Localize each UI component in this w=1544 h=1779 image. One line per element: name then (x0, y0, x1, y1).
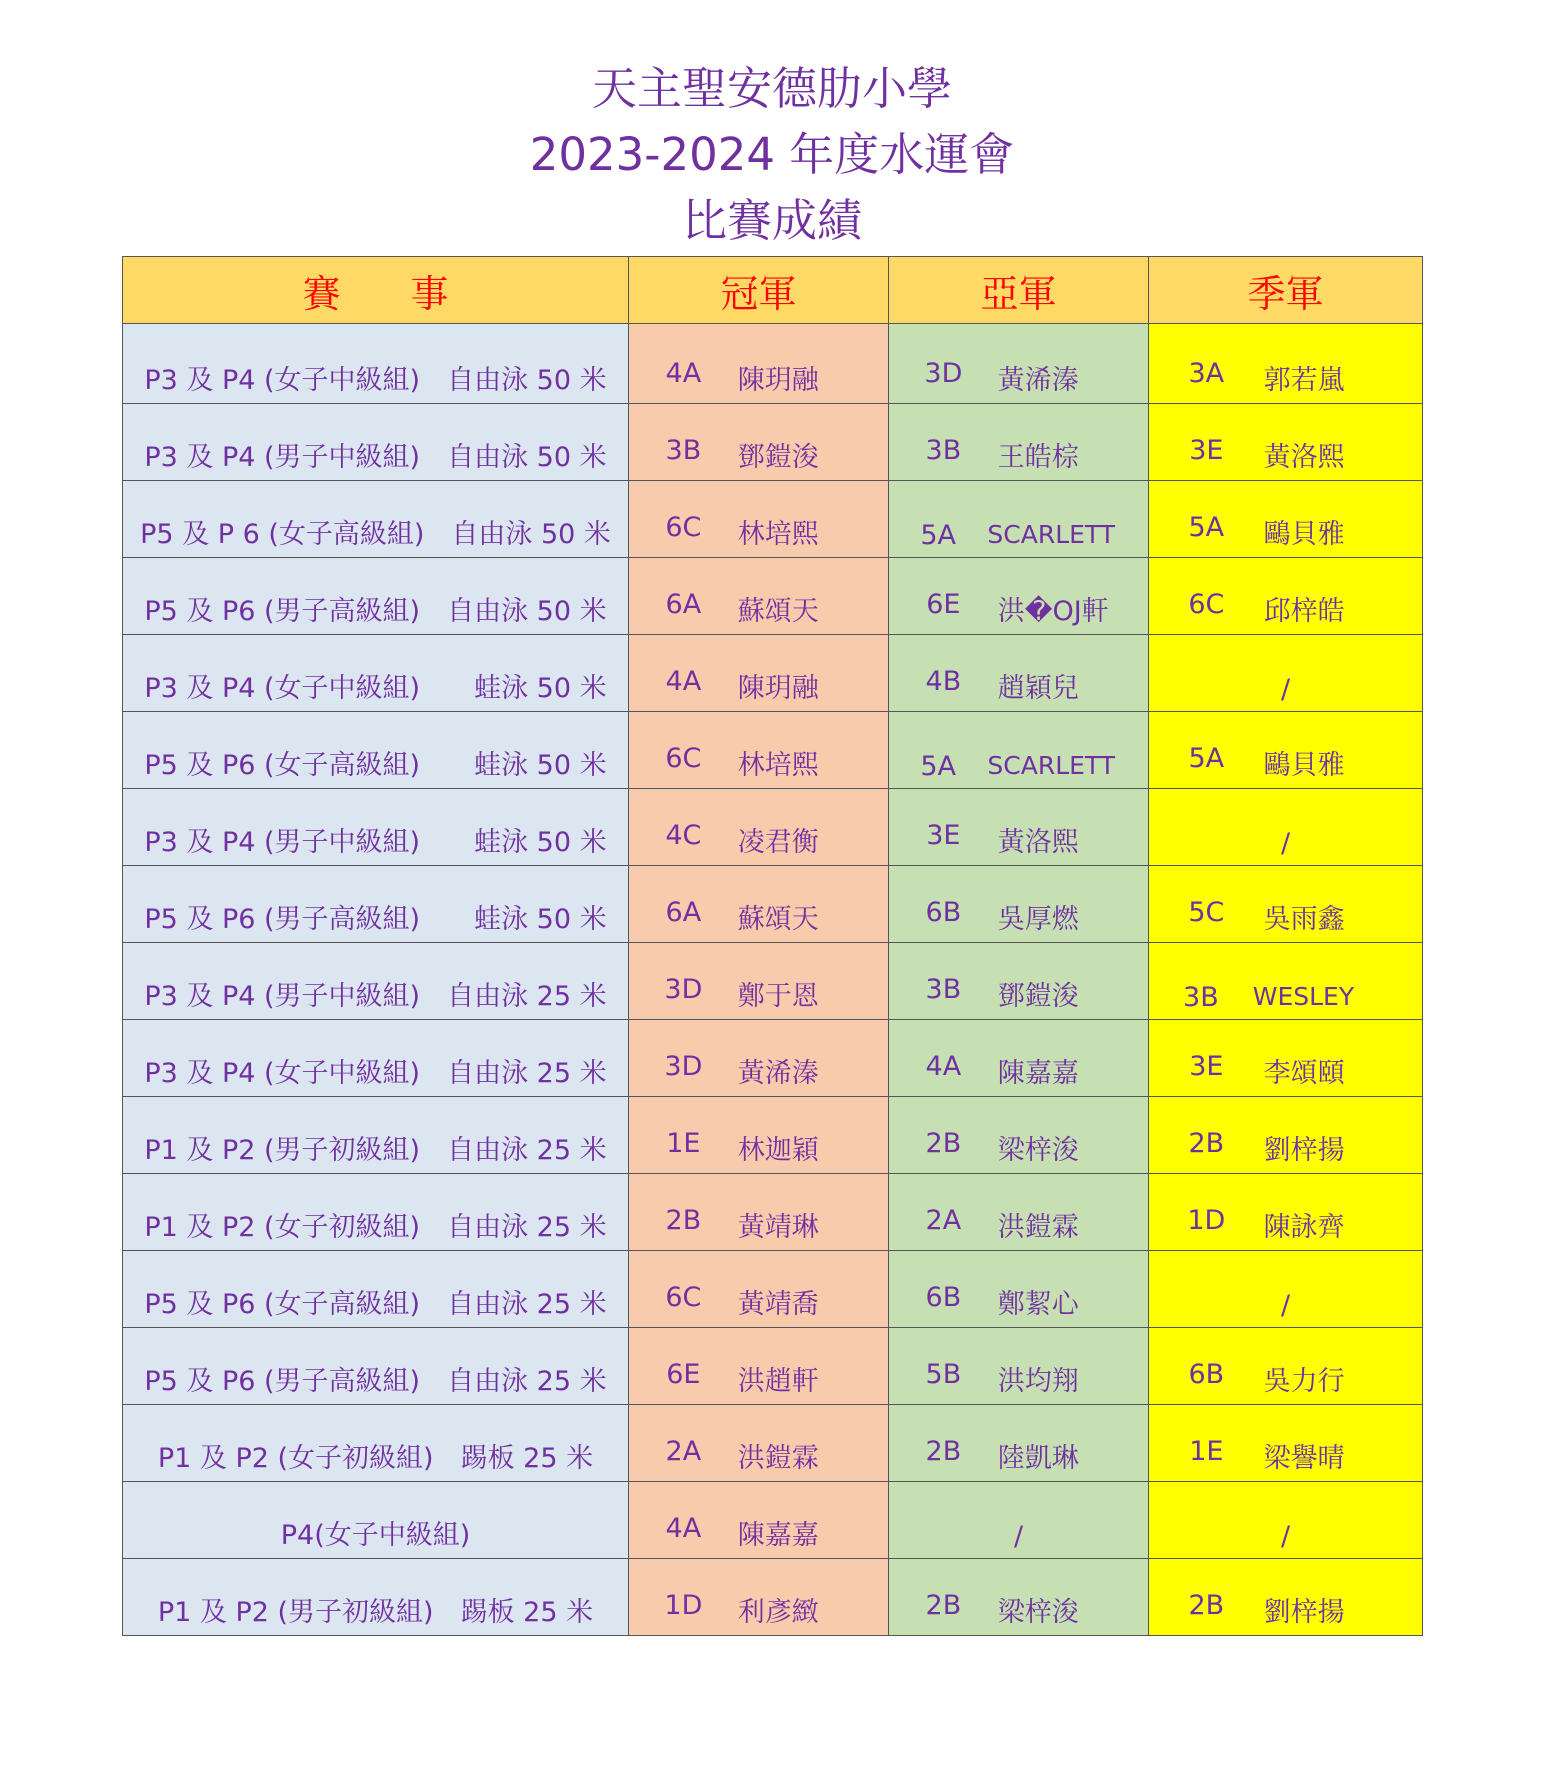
student-name: 趙穎兒 (997, 673, 1079, 704)
second-place-cell (889, 635, 1149, 712)
class-code: 3D (924, 358, 963, 389)
winner-entry (629, 820, 888, 859)
class-code: 6A (665, 897, 702, 928)
second-place-cell (889, 1251, 1149, 1328)
table-row (123, 1559, 1423, 1636)
winner-entry (629, 358, 888, 397)
winner-entry (1149, 982, 1422, 1013)
first-place-cell (629, 1174, 889, 1251)
event-cell: P1 及 P2 (男子初級組) 踢板 25 米 (123, 1559, 629, 1636)
third-place-cell (1149, 558, 1423, 635)
table-row (123, 635, 1423, 712)
third-place-cell (1149, 789, 1423, 866)
first-place-cell (629, 1482, 889, 1559)
first-place-cell (629, 943, 889, 1020)
winner-entry (1149, 1359, 1422, 1398)
third-place-cell (1149, 1251, 1423, 1328)
student-name: 劉梓揚 (1263, 1135, 1345, 1166)
third-place-cell (1149, 635, 1423, 712)
student-name: 吳厚燃 (997, 904, 1079, 935)
second-place-cell (889, 1174, 1149, 1251)
table-row (123, 1405, 1423, 1482)
class-code: 6B (1188, 1359, 1225, 1390)
winner-entry (629, 1282, 888, 1321)
event-cell: P5 及 P6 (女子高級組) 自由泳 25 米 (123, 1251, 629, 1328)
winner-entry (629, 1513, 888, 1552)
student-name: 梁梓浚 (997, 1135, 1079, 1166)
winner-entry (629, 1128, 888, 1167)
results-title: 比賽成績 (681, 194, 862, 247)
class-code: 3B (1183, 982, 1219, 1013)
table-row (123, 558, 1423, 635)
student-name: 蘇頌天 (737, 904, 819, 935)
student-name: 吳雨鑫 (1263, 904, 1345, 935)
winner-entry (1149, 897, 1422, 936)
winner-entry (629, 666, 888, 705)
first-place-cell (629, 712, 889, 789)
class-code: 3E (926, 820, 961, 851)
winner-entry (629, 897, 888, 936)
table-row (123, 789, 1423, 866)
winner-entry (629, 1359, 888, 1398)
table-row (123, 1174, 1423, 1251)
winner-entry (1149, 589, 1422, 628)
class-code: 3A (1188, 358, 1225, 389)
event-cell: P3 及 P4 (男子中級組) 自由泳 50 米 (123, 404, 629, 481)
winner-entry (629, 743, 888, 782)
student-name: 林培熙 (737, 519, 819, 550)
first-place-cell (629, 1097, 889, 1174)
no-award-mark: / (1280, 828, 1291, 859)
winner-entry (889, 897, 1148, 936)
class-code: 6A (665, 589, 702, 620)
winner-entry (889, 1128, 1148, 1167)
student-name: 鷗貝雅 (1263, 750, 1345, 781)
class-code: 5B (925, 1359, 962, 1390)
table-row (123, 1097, 1423, 1174)
second-place-cell (889, 789, 1149, 866)
winner-entry (889, 820, 1148, 859)
results-table (122, 256, 1423, 1636)
table-row (123, 712, 1423, 789)
class-code: 2B (1188, 1590, 1225, 1621)
third-place-cell (1149, 1405, 1423, 1482)
student-name: 陳玥融 (737, 673, 819, 704)
first-place-cell (629, 1405, 889, 1482)
student-name: SCARLETT (987, 751, 1116, 780)
first-place-cell (629, 324, 889, 404)
first-place-cell (629, 558, 889, 635)
second-place-cell (889, 866, 1149, 943)
student-name: 洪均翔 (997, 1366, 1079, 1397)
winner-entry (629, 1205, 888, 1244)
header-event-char-2: 事 (410, 271, 449, 316)
first-place-cell (629, 1328, 889, 1405)
class-code: 1D (664, 1590, 703, 1621)
winner-entry (629, 1590, 888, 1629)
first-place-cell (629, 481, 889, 558)
second-place-cell (889, 1020, 1149, 1097)
class-code: 4A (665, 358, 702, 389)
class-code: 4A (665, 666, 702, 697)
second-place-cell (889, 1405, 1149, 1482)
class-code: 3B (925, 435, 962, 466)
winner-entry (1149, 1590, 1422, 1629)
student-name: 邱梓皓 (1263, 596, 1345, 627)
winner-entry (889, 589, 1148, 628)
class-code: 5A (920, 520, 957, 551)
header-first: 冠軍 (629, 257, 889, 324)
class-code: 6B (925, 897, 962, 928)
event-cell: P5 及 P6 (男子高級組) 自由泳 50 米 (123, 558, 629, 635)
winner-entry (889, 1282, 1148, 1321)
third-place-cell (1149, 1174, 1423, 1251)
second-place-cell (889, 404, 1149, 481)
student-name: 鄧鎧浚 (737, 442, 819, 473)
class-code: 2B (1188, 1128, 1225, 1159)
winner-entry (889, 1205, 1148, 1244)
class-code: 2A (665, 1436, 702, 1467)
first-place-cell (629, 1020, 889, 1097)
student-name: 利彥緻 (737, 1597, 819, 1628)
school-name: 天主聖安德肋小學 (591, 62, 952, 115)
second-place-cell (889, 1097, 1149, 1174)
class-code: 2B (925, 1436, 962, 1467)
first-place-cell (629, 635, 889, 712)
student-name: 陳嘉嘉 (997, 1058, 1079, 1089)
student-name: 黃浠溱 (737, 1058, 819, 1089)
winner-entry (889, 1436, 1148, 1475)
winner-entry (1149, 435, 1422, 474)
event-cell: P1 及 P2 (男子初級組) 自由泳 25 米 (123, 1097, 629, 1174)
student-name: 林迦穎 (737, 1135, 819, 1166)
winner-entry (889, 1051, 1148, 1090)
page-titles (0, 56, 1544, 254)
student-name: 梁梓浚 (997, 1597, 1079, 1628)
table-row (123, 1328, 1423, 1405)
header-second: 亞軍 (889, 257, 1149, 324)
winner-entry (629, 974, 888, 1013)
event-cell: P5 及 P 6 (女子高級組) 自由泳 50 米 (123, 481, 629, 558)
class-code: 1D (1187, 1205, 1226, 1236)
student-name: 李頌頤 (1263, 1058, 1345, 1089)
student-name: 洪鎧霖 (997, 1212, 1079, 1243)
student-name: 凌君衡 (737, 827, 819, 858)
event-cell: P5 及 P6 (女子高級組) 蛙泳 50 米 (123, 712, 629, 789)
student-name: 梁譽晴 (1263, 1443, 1345, 1474)
student-name: 鄧鎧浚 (997, 981, 1079, 1012)
header-event (123, 257, 629, 324)
event-cell: P1 及 P2 (女子初級組) 踢板 25 米 (123, 1405, 629, 1482)
student-name: 黃靖琳 (737, 1212, 819, 1243)
third-place-cell (1149, 866, 1423, 943)
table-row (123, 943, 1423, 1020)
class-code: 6C (1188, 589, 1225, 620)
table-row (123, 404, 1423, 481)
class-code: 4B (925, 666, 962, 697)
first-place-cell (629, 866, 889, 943)
student-name: 鷗貝雅 (1263, 519, 1345, 550)
header-third: 季軍 (1149, 257, 1423, 324)
event-cell: P3 及 P4 (女子中級組) 蛙泳 50 米 (123, 635, 629, 712)
event-cell: P5 及 P6 (男子高級組) 自由泳 25 米 (123, 1328, 629, 1405)
winner-entry (889, 1590, 1148, 1629)
winner-entry (889, 751, 1148, 782)
third-place-cell (1149, 404, 1423, 481)
class-code: 4A (925, 1051, 962, 1082)
student-name: 洪鎧霖 (737, 1443, 819, 1474)
class-code: 6C (665, 743, 702, 774)
third-place-cell (1149, 943, 1423, 1020)
event-cell: P5 及 P6 (男子高級組) 蛙泳 50 米 (123, 866, 629, 943)
class-code: 5A (1188, 743, 1225, 774)
student-name: 蘇頌天 (737, 596, 819, 627)
second-place-cell (889, 712, 1149, 789)
third-place-cell (1149, 1097, 1423, 1174)
winner-entry (1149, 512, 1422, 551)
student-name: 黃洛熙 (1263, 442, 1345, 473)
student-name: 吳力行 (1263, 1366, 1345, 1397)
student-name: 洪趙軒 (737, 1366, 819, 1397)
class-code: 5C (1188, 897, 1225, 928)
winner-entry (1149, 743, 1422, 782)
class-code: 4C (665, 820, 702, 851)
class-code: 4A (665, 1513, 702, 1544)
no-award-mark: / (1280, 1290, 1291, 1321)
class-code: 6C (665, 1282, 702, 1313)
winner-entry (889, 974, 1148, 1013)
no-award-mark: / (1280, 1521, 1291, 1552)
event-cell: P3 及 P4 (男子中級組) 蛙泳 50 米 (123, 789, 629, 866)
winner-entry (1149, 1205, 1422, 1244)
header-row (123, 257, 1423, 324)
winner-entry (629, 589, 888, 628)
winner-entry (889, 358, 1148, 397)
class-code: 3E (1189, 1051, 1224, 1082)
student-name: 王皓棕 (997, 442, 1079, 473)
class-code: 1E (1189, 1436, 1224, 1467)
student-name: 鄭絜心 (997, 1289, 1079, 1320)
class-code: 2B (665, 1205, 702, 1236)
winner-entry (629, 512, 888, 551)
student-name: SCARLETT (987, 520, 1116, 549)
class-code: 2B (925, 1590, 962, 1621)
winner-entry (1149, 1051, 1422, 1090)
winner-entry (889, 435, 1148, 474)
class-code: 6E (666, 1359, 701, 1390)
class-code: 6E (926, 589, 961, 620)
second-place-cell (889, 324, 1149, 404)
class-code: 1E (666, 1128, 701, 1159)
second-place-cell (889, 1559, 1149, 1636)
winner-entry (629, 1436, 888, 1475)
third-place-cell (1149, 1328, 1423, 1405)
class-code: 3E (1189, 435, 1224, 466)
class-code: 6C (665, 512, 702, 543)
winner-entry (1149, 1128, 1422, 1167)
third-place-cell (1149, 1020, 1423, 1097)
event-cell: P1 及 P2 (女子初級組) 自由泳 25 米 (123, 1174, 629, 1251)
winner-entry (1149, 358, 1422, 397)
third-place-cell (1149, 1482, 1423, 1559)
winner-entry (629, 1051, 888, 1090)
event-cell: P4(女子中級組) (123, 1482, 629, 1559)
class-code: 3D (664, 974, 703, 1005)
second-place-cell (889, 1482, 1149, 1559)
second-place-cell (889, 943, 1149, 1020)
event-cell: P3 及 P4 (女子中級組) 自由泳 25 米 (123, 1020, 629, 1097)
student-name: 黃洛熙 (997, 827, 1079, 858)
student-name: 郭若嵐 (1263, 365, 1345, 396)
student-name: WESLEY (1252, 982, 1355, 1011)
class-code: 2B (925, 1128, 962, 1159)
student-name: 陸凱琳 (997, 1443, 1079, 1474)
event-cell: P3 及 P4 (男子中級組) 自由泳 25 米 (123, 943, 629, 1020)
table-row (123, 866, 1423, 943)
class-code: 3B (925, 974, 962, 1005)
winner-entry (1149, 1436, 1422, 1475)
no-award-mark: / (1013, 1521, 1024, 1552)
table-row (123, 324, 1423, 404)
table-row (123, 481, 1423, 558)
first-place-cell (629, 1559, 889, 1636)
third-place-cell (1149, 324, 1423, 404)
second-place-cell (889, 1328, 1149, 1405)
student-name: 陳嘉嘉 (737, 1520, 819, 1551)
student-name: 陳玥融 (737, 365, 819, 396)
second-place-cell (889, 481, 1149, 558)
class-code: 6B (925, 1282, 962, 1313)
no-award-mark: / (1280, 674, 1291, 705)
winner-entry (889, 1359, 1148, 1398)
class-code: 3D (664, 1051, 703, 1082)
student-name: 劉梓揚 (1263, 1597, 1345, 1628)
winner-entry (629, 435, 888, 474)
class-code: 5A (1188, 512, 1225, 543)
first-place-cell (629, 404, 889, 481)
student-name: 陳詠齊 (1263, 1212, 1345, 1243)
header-event-char-1: 賽 (302, 271, 341, 316)
table-row (123, 1251, 1423, 1328)
student-name: 黃浠溱 (997, 365, 1079, 396)
class-code: 2A (925, 1205, 962, 1236)
third-place-cell (1149, 1559, 1423, 1636)
winner-entry (889, 666, 1148, 705)
student-name: 黃靖喬 (737, 1289, 819, 1320)
class-code: 3B (665, 435, 702, 466)
second-place-cell (889, 558, 1149, 635)
first-place-cell (629, 789, 889, 866)
third-place-cell (1149, 481, 1423, 558)
student-name: 鄭于恩 (737, 981, 819, 1012)
student-name: 林培熙 (737, 750, 819, 781)
student-name: 洪�OJ軒 (997, 596, 1109, 627)
table-row (123, 1482, 1423, 1559)
third-place-cell (1149, 712, 1423, 789)
event-cell: P3 及 P4 (女子中級組) 自由泳 50 米 (123, 324, 629, 404)
event-title: 2023-2024 年度水運會 (529, 128, 1015, 181)
first-place-cell (629, 1251, 889, 1328)
winner-entry (889, 520, 1148, 551)
class-code: 5A (920, 751, 957, 782)
table-row (123, 1020, 1423, 1097)
